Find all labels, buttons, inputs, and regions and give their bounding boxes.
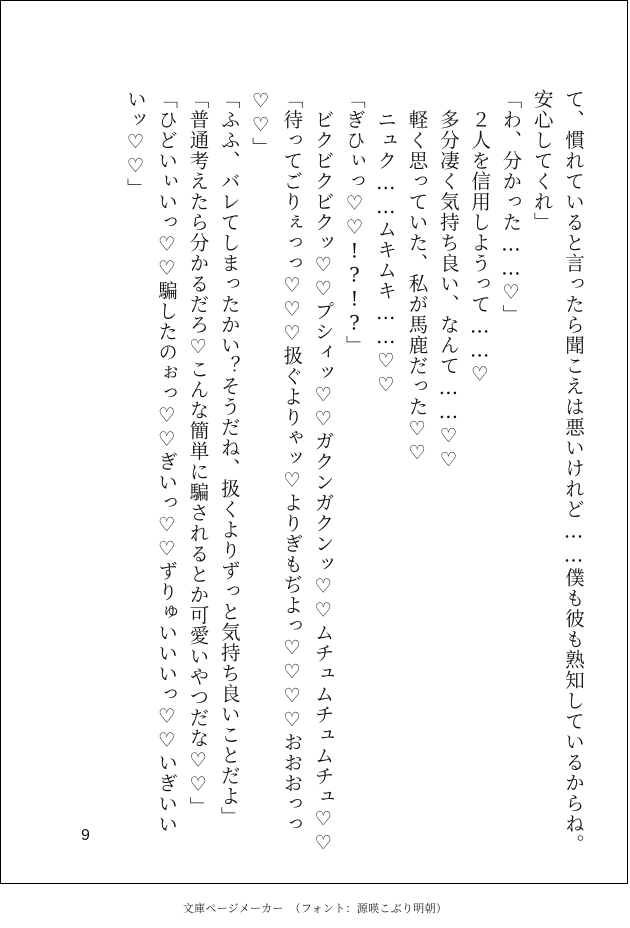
text-line-2: 安心してくれ」 [530, 89, 554, 233]
text-line-6: 軽く思っていた、私が馬鹿だった♡♡ [405, 89, 429, 465]
page-number: 9 [81, 827, 90, 844]
text-line-8: 「ぎひぃっ♡♡!?!?」 [342, 89, 366, 356]
text-line-4: ２人を信用しようって……♡ [468, 89, 492, 387]
text-line-10: 「待ってごりぇっっ♡♡♡扱ぐよりゃッ♡よりぎもぢよっ♡♡♡♡おおおっっ [280, 89, 304, 835]
text-line-1: て、慣れていると言ったら聞こえは悪いけれど……僕も彼も熟知しているからね。 [562, 89, 585, 855]
footer-credit: 文庫ページメーカー （フォント：源暎こぶり明朝） [182, 902, 448, 915]
text-line-13: 「普通考えたら分かるだろ♡こんな簡単に騙されるとか可愛いやつだな♡♡」 [186, 89, 210, 817]
text-line-7: ニュク……ムキムキ……♡♡ [374, 89, 398, 397]
text-line-11: ♡♡」 [249, 89, 273, 158]
text-line-9: ビクビクビクッ♡♡プシィッ♡♡ガクンガクンッ♡♡ムチュムチュムチュ♡♡ [311, 89, 335, 855]
vertical-text-body [120, 89, 589, 855]
text-line-3: 「わ、分かった……♡」 [499, 89, 523, 325]
text-line-14: 「ひどいぃいっ♡♡騙したのぉっ♡♡ぎいっ♡♡ずりゅいいいっ♡♡いぎいい [155, 89, 179, 835]
text-line-5: 多分凄く気持ち良い、なんて……♡♡ [436, 89, 460, 472]
text-line-12: 「ふふ、バレてしまったかい？そうだね、扱くよりずっと気持ち良いことだよ」 [217, 89, 241, 827]
text-line-15: いッ♡♡」 [123, 89, 147, 199]
